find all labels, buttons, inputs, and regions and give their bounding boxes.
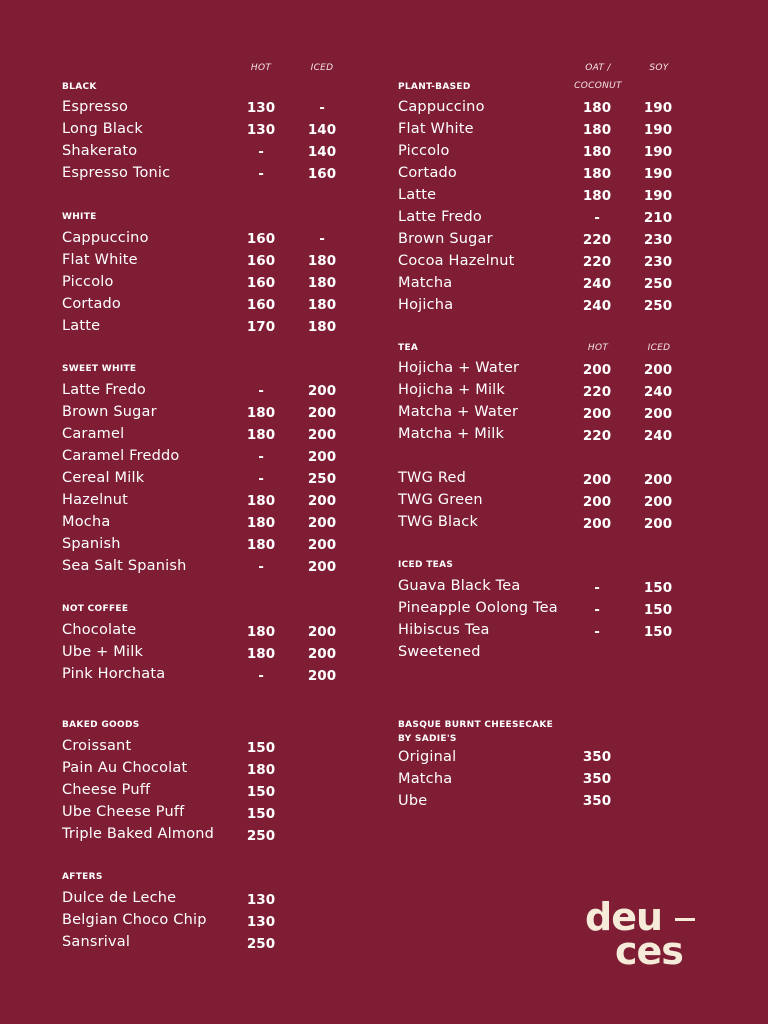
menu-item-name: Cortado (62, 296, 122, 312)
menu-item-price-iced: 150 (643, 580, 673, 596)
menu-item-name: Hojicha (398, 297, 454, 313)
menu-item-price-iced: 200 (643, 362, 673, 378)
menu-item-price-iced: 140 (307, 144, 337, 160)
menu-item-name: Sweetened (398, 644, 481, 660)
menu-item-price-oat: 180 (582, 188, 612, 204)
menu-item-price-iced: 180 (307, 275, 337, 291)
menu-item-price-hot: 180 (246, 515, 276, 531)
menu-item-price-oat: - (594, 210, 600, 226)
menu-item-price: 350 (582, 771, 612, 787)
menu-item-name: Latte Fredo (398, 209, 482, 225)
menu-item-name: Long Black (62, 121, 143, 137)
menu-item-price-soy: 230 (643, 254, 673, 270)
menu-item-price: 150 (246, 740, 276, 756)
menu-item-price-iced: 150 (643, 624, 673, 640)
menu-item-name: TWG Green (398, 492, 483, 508)
menu-item-name: Matcha + Water (398, 404, 519, 420)
deuces-logo (585, 895, 720, 975)
coconut-column-header: COCONUT (574, 81, 622, 91)
iced-column-header: ICED (310, 63, 334, 73)
section-title-white: WHITE (62, 212, 97, 222)
menu-item-name: Piccolo (398, 143, 450, 159)
soy-column-header: SOY (649, 63, 669, 73)
menu-item-name: Ube (398, 793, 428, 809)
menu-item-price-hot: 180 (246, 427, 276, 443)
menu-item-price-soy: 190 (643, 122, 673, 138)
menu-item-name: Hojicha + Water (398, 360, 520, 376)
menu-item-name: Pineapple Oolong Tea (398, 600, 558, 616)
oat-column-header: OAT / (585, 63, 611, 73)
menu-item-price-hot: 130 (246, 122, 276, 138)
menu-item-name: Hojicha + Milk (398, 382, 506, 398)
section-title-black: BLACK (62, 82, 97, 92)
menu-item-price-hot: 200 (582, 472, 612, 488)
menu-item-name: TWG Red (398, 470, 466, 486)
section-title-iced-teas: ICED TEAS (398, 560, 454, 570)
menu-item-price-iced: 200 (643, 516, 673, 532)
menu-item-price-iced: 200 (307, 646, 337, 662)
menu-item-price-hot: - (258, 383, 264, 399)
menu-item-name: Original (398, 749, 457, 765)
menu-item-price-hot: - (258, 668, 264, 684)
menu-item-price-iced: 140 (307, 122, 337, 138)
menu-item-price-iced: 200 (307, 427, 337, 443)
menu-item-name: Cappuccino (62, 230, 149, 246)
menu-item-price: 130 (246, 892, 276, 908)
menu-item-price-soy: 250 (643, 276, 673, 292)
menu-item-price-hot: - (258, 144, 264, 160)
menu-item-name: Latte (62, 318, 101, 334)
tea-hot-header: HOT (587, 343, 609, 353)
menu-item-name: Cortado (398, 165, 458, 181)
menu-item-price-hot: - (258, 449, 264, 465)
section-title-not-coffee: NOT COFFEE (62, 604, 129, 614)
menu-item-name: Latte (398, 187, 437, 203)
menu-item-price: 350 (582, 793, 612, 809)
menu-item-price-hot: - (258, 559, 264, 575)
section-title-baked-goods: BAKED GOODS (62, 720, 140, 730)
menu-item-name: Mocha (62, 514, 111, 530)
menu-item-price-hot: 160 (246, 275, 276, 291)
menu-item-name: Hibiscus Tea (398, 622, 490, 638)
menu-item-price-iced: - (319, 231, 325, 247)
menu-item-name: Shakerato (62, 143, 138, 159)
menu-item-name: Matcha + Milk (398, 426, 505, 442)
menu-item-price-iced: 240 (643, 428, 673, 444)
logo-line-1: deu (585, 895, 663, 939)
menu-item-price-iced: 200 (643, 494, 673, 510)
menu-item-name: Espresso Tonic (62, 165, 171, 181)
menu-item-price-iced: 200 (307, 624, 337, 640)
menu-item-price-soy: 190 (643, 144, 673, 160)
menu-item-price-iced: 180 (307, 297, 337, 313)
section-subtitle-by-sadies: BY SADIE'S (398, 734, 457, 744)
menu-item-price-soy: 250 (643, 298, 673, 314)
menu-item-price-iced: 200 (307, 449, 337, 465)
menu-item-name: Piccolo (62, 274, 114, 290)
menu-item-name: Spanish (62, 536, 121, 552)
menu-item-price-hot: 220 (582, 384, 612, 400)
menu-item-price-hot: 170 (246, 319, 276, 335)
menu-item-price-hot: 180 (246, 493, 276, 509)
menu-item-price-hot: 220 (582, 428, 612, 444)
menu-item-name: Latte Fredo (62, 382, 146, 398)
menu-item-name: Dulce de Leche (62, 890, 177, 906)
menu-item-price-oat: 180 (582, 100, 612, 116)
menu-item-price: 130 (246, 914, 276, 930)
menu-item-price-hot: 180 (246, 405, 276, 421)
menu-item-name: Ube + Milk (62, 644, 144, 660)
menu-item-price-iced: 180 (307, 253, 337, 269)
menu-item-name: Cocoa Hazelnut (398, 253, 515, 269)
menu-item-name: Flat White (62, 252, 138, 268)
section-title-afters: AFTERS (62, 872, 103, 882)
menu-item-price-hot: - (594, 602, 600, 618)
menu-item-price-iced: 200 (643, 472, 673, 488)
menu-item-name: Caramel Freddo (62, 448, 180, 464)
menu-item-name: Cheese Puff (62, 782, 151, 798)
menu-item-name: Pink Horchata (62, 666, 166, 682)
menu-item-price-oat: 220 (582, 232, 612, 248)
menu-item-price-iced: 180 (307, 319, 337, 335)
menu-item-name: Cappuccino (398, 99, 485, 115)
menu-item-name: Matcha (398, 771, 453, 787)
menu-item-price-iced: 150 (643, 602, 673, 618)
menu-item-price-hot: 160 (246, 231, 276, 247)
menu-item-name: Caramel (62, 426, 125, 442)
menu-item-price-iced: 240 (643, 384, 673, 400)
menu-item-name: Croissant (62, 738, 132, 754)
menu-item-price-hot: - (258, 471, 264, 487)
menu-item-name: Brown Sugar (398, 231, 493, 247)
menu-item-price-soy: 190 (643, 188, 673, 204)
menu-item-price-iced: 160 (307, 166, 337, 182)
menu-item-name: Triple Baked Almond (62, 826, 215, 842)
menu-item-price-oat: 180 (582, 122, 612, 138)
menu-item-price: 150 (246, 784, 276, 800)
menu-item-price: 150 (246, 806, 276, 822)
menu-item-price-hot: 200 (582, 516, 612, 532)
menu-item-price: 250 (246, 828, 276, 844)
menu-item-price-iced: 200 (307, 493, 337, 509)
menu-item-price-oat: 240 (582, 276, 612, 292)
menu-item-price-oat: 240 (582, 298, 612, 314)
menu-item-price-hot: 160 (246, 253, 276, 269)
menu-item-price-hot: 180 (246, 537, 276, 553)
menu-item-price-soy: 210 (643, 210, 673, 226)
menu-item-name: Belgian Choco Chip (62, 912, 207, 928)
menu-item-price-hot: 160 (246, 297, 276, 313)
menu-item-price-hot: - (594, 624, 600, 640)
menu-item-price-iced: 200 (307, 405, 337, 421)
menu-item-name: Espresso (62, 99, 129, 115)
menu-item-price-iced: 200 (307, 668, 337, 684)
tea-iced-header: ICED (647, 343, 671, 353)
menu-item-price-iced: 200 (307, 383, 337, 399)
menu-item-name: Hazelnut (62, 492, 129, 508)
menu-item-price-hot: - (258, 166, 264, 182)
menu-item-price: 180 (246, 762, 276, 778)
menu-item-price: 350 (582, 749, 612, 765)
menu-item-price-hot: 200 (582, 362, 612, 378)
menu-item-name: Sea Salt Spanish (62, 558, 187, 574)
menu-item-name: Matcha (398, 275, 453, 291)
menu-item-name: Chocolate (62, 622, 137, 638)
section-title-plant-based: PLANT-BASED (398, 82, 471, 92)
menu-item-price-iced: 200 (307, 515, 337, 531)
menu-item-price-soy: 190 (643, 100, 673, 116)
menu-item-price-oat: 180 (582, 144, 612, 160)
menu-item-price-oat: 180 (582, 166, 612, 182)
hot-column-header: HOT (250, 63, 272, 73)
logo-dash (675, 918, 695, 921)
menu-item-price-iced: 200 (643, 406, 673, 422)
menu-item-name: Cereal Milk (62, 470, 145, 486)
menu-item-price-soy: 230 (643, 232, 673, 248)
menu-item-price-iced: 250 (307, 471, 337, 487)
menu-item-name: Ube Cheese Puff (62, 804, 185, 820)
menu-item-price-iced: 200 (307, 537, 337, 553)
menu-item-price-hot: 180 (246, 624, 276, 640)
menu-item-price-iced: - (319, 100, 325, 116)
menu-item-name: Brown Sugar (62, 404, 157, 420)
menu-item-price-hot: 180 (246, 646, 276, 662)
menu-item-price-iced: 200 (307, 559, 337, 575)
menu-item-price-hot: 130 (246, 100, 276, 116)
logo-line-2: ces (615, 929, 683, 973)
menu-item-name: TWG Black (398, 514, 479, 530)
menu-item-price-soy: 190 (643, 166, 673, 182)
section-title-tea: TEA (398, 343, 419, 353)
menu-item-name: Sansrival (62, 934, 131, 950)
menu-item-price-hot: 200 (582, 406, 612, 422)
menu-item-price-hot: 200 (582, 494, 612, 510)
section-title-basque-cheesecake: BASQUE BURNT CHEESECAKE (398, 720, 554, 730)
section-title-sweet-white: SWEET WHITE (62, 364, 137, 374)
menu-item-price-hot: - (594, 580, 600, 596)
menu-item-name: Flat White (398, 121, 474, 137)
menu-item-name: Guava Black Tea (398, 578, 521, 594)
menu-item-price-oat: 220 (582, 254, 612, 270)
menu-item-name: Pain Au Chocolat (62, 760, 188, 776)
menu-item-price: 250 (246, 936, 276, 952)
